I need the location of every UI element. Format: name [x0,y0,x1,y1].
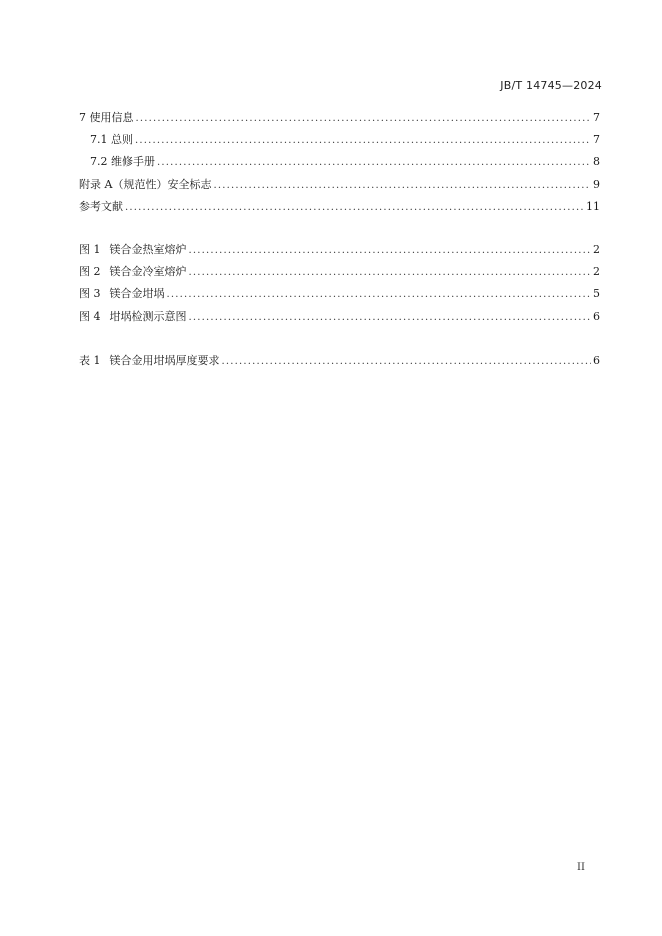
toc-entry-label: 附录 A（规范性）安全标志 [79,177,212,191]
toc-entry[interactable] [79,107,600,129]
toc-entry-label: 7 使用信息 [79,111,134,124]
toc-entry-page: 5 [593,287,600,301]
toc-entry-label: 图 4 坩埚检测示意图 [79,309,187,323]
toc-entry-page: 9 [593,177,600,191]
toc-entry-label: 图 3 镁合金坩埚 [79,287,165,301]
toc-leader-dots [189,240,592,262]
toc-entry-page: 2 [593,243,600,256]
page-number: II [577,862,585,873]
toc-leader-dots [222,351,592,373]
document-header-code: JB/T 14745—2024 [500,79,602,92]
toc-entry[interactable] [79,174,600,196]
toc-entry-page: 6 [593,309,600,323]
toc-entry[interactable] [79,129,600,151]
toc-figures [79,239,600,328]
toc-entry-label: 表 1 镁合金用坩埚厚度要求 [79,354,220,367]
toc-entry[interactable] [79,196,600,218]
toc-tables [79,350,600,372]
toc-entry[interactable] [79,283,600,305]
toc-leader-dots [125,197,584,219]
toc-entry-label: 参考文献 [79,199,123,213]
toc-entry-page: 7 [593,133,600,147]
toc-entry-label: 7.2 维修手册 [90,155,155,169]
toc-entry[interactable] [79,261,600,283]
toc-entry[interactable] [79,350,600,372]
toc-leader-dots [157,152,591,174]
toc-leader-dots [136,108,592,130]
toc-entry[interactable] [79,151,600,173]
toc-leader-dots [189,262,592,284]
toc-entry-page: 11 [586,199,600,213]
toc-entry-page: 7 [593,111,600,124]
toc-contents [79,107,600,218]
toc-entry-page: 2 [593,265,600,279]
toc-leader-dots [135,130,591,152]
toc-leader-dots [189,307,592,329]
toc-entry-page: 6 [593,354,600,367]
toc-leader-dots [213,175,591,197]
toc-leader-dots [167,284,592,306]
toc-entry-label: 7.1 总则 [90,133,133,147]
toc-entry-label: 图 2 镁合金冷室熔炉 [79,265,187,279]
toc-entry-label: 图 1 镁合金热室熔炉 [79,243,187,256]
toc-entry-page: 8 [593,155,600,169]
toc-entry[interactable] [79,306,600,328]
toc-entry[interactable] [79,239,600,261]
